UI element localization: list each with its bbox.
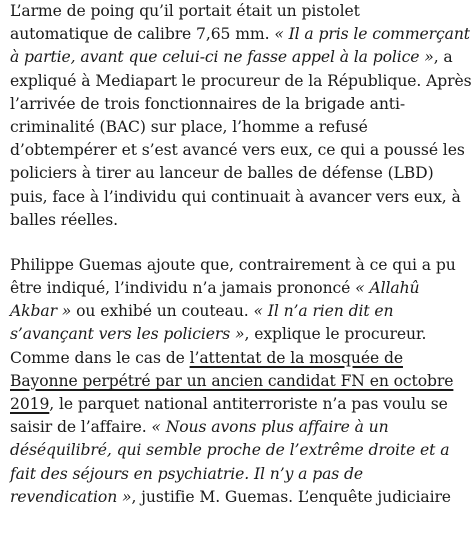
text-run: être indiqué, l’individu n’a jamais prononcé [10, 279, 356, 298]
quote-italic: « Allahû [355, 279, 420, 298]
text-run: expliqué à Mediapart le procureur de la République. Après [10, 71, 472, 90]
text-line [10, 23, 470, 46]
quote-italic: à partie, avant que celui-ci ne fasse appel à la police » [10, 48, 434, 67]
text-line [10, 463, 432, 486]
text-line [10, 486, 451, 509]
article-link-bayonne-mosque-attack[interactable]: 2019 [10, 395, 50, 413]
text-line [10, 347, 432, 370]
text-line [10, 393, 448, 416]
text-run: ou exhibé un couteau. [71, 302, 254, 321]
text-line [10, 323, 432, 346]
quote-italic: « Il n’a rien dit en [253, 302, 394, 321]
text-line [10, 209, 432, 232]
quote-italic: Akbar » [10, 302, 72, 321]
text-run: , explique le procureur. [244, 325, 427, 344]
text-line [10, 93, 432, 116]
text-run: balles réelles. [10, 210, 119, 229]
quote-italic: déséquilibré, qui semble proche de l’extrême droite et a [10, 441, 450, 460]
text-line [10, 139, 465, 162]
text-run: , justifie M. Guemas. L’enquête judiciaire [131, 487, 451, 506]
text-run: , le parquet national antiterroriste n’a pas voulu se [49, 395, 448, 413]
paragraph-spacer [10, 232, 432, 254]
text-run: L’arme de poing qu’il portait était un pistolet [10, 2, 360, 20]
text-run: puis, face à l’individu qui continuait à avancer vers eux, à [10, 187, 461, 206]
text-line [10, 277, 432, 300]
text-run: policiers à tirer au lanceur de balles de défense (LBD) [10, 164, 434, 183]
text-line [10, 46, 453, 69]
text-line [10, 116, 432, 139]
paragraph-1 [10, 0, 472, 232]
text-line [10, 370, 454, 393]
article-body [10, 0, 472, 509]
paragraph-2 [10, 254, 456, 509]
text-run: criminalité (BAC) sur place, l’homme a refusé [10, 117, 368, 136]
text-line [10, 416, 432, 439]
text-line [10, 439, 450, 462]
text-run: , a [433, 48, 453, 67]
quote-italic: « Nous avons plus affaire à un [151, 418, 389, 437]
text-line [10, 300, 432, 323]
text-run: saisir de l’affaire. [10, 418, 152, 437]
article-link-bayonne-mosque-attack[interactable]: l’attentat de la mosquée de [189, 348, 403, 367]
quote-italic: « Il a pris le commerçant [274, 25, 470, 44]
text-line [10, 254, 456, 277]
text-line [10, 70, 472, 93]
text-run: Philippe Guemas ajoute que, contrairement à ce qui a pu [10, 255, 456, 274]
quote-italic: fait des séjours en psychiatrie. Il n’y a pas de [10, 464, 364, 483]
quote-italic: s’avançant vers les policiers » [10, 325, 245, 344]
quote-italic: revendication » [10, 487, 132, 506]
text-line [10, 0, 432, 23]
text-run: Comme dans le cas de [10, 348, 190, 367]
text-line [10, 162, 432, 185]
article-link-bayonne-mosque-attack[interactable]: Bayonne perpétré par un ancien candidat FN en octobre [10, 371, 454, 390]
text-run: d’obtempérer et s’est avancé vers eux, ce qui a poussé les [10, 141, 465, 160]
text-run: l’arrivée de trois fonctionnaires de la brigade anti- [10, 94, 406, 113]
text-run: automatique de calibre 7,65 mm. [10, 25, 275, 44]
text-line [10, 186, 461, 209]
